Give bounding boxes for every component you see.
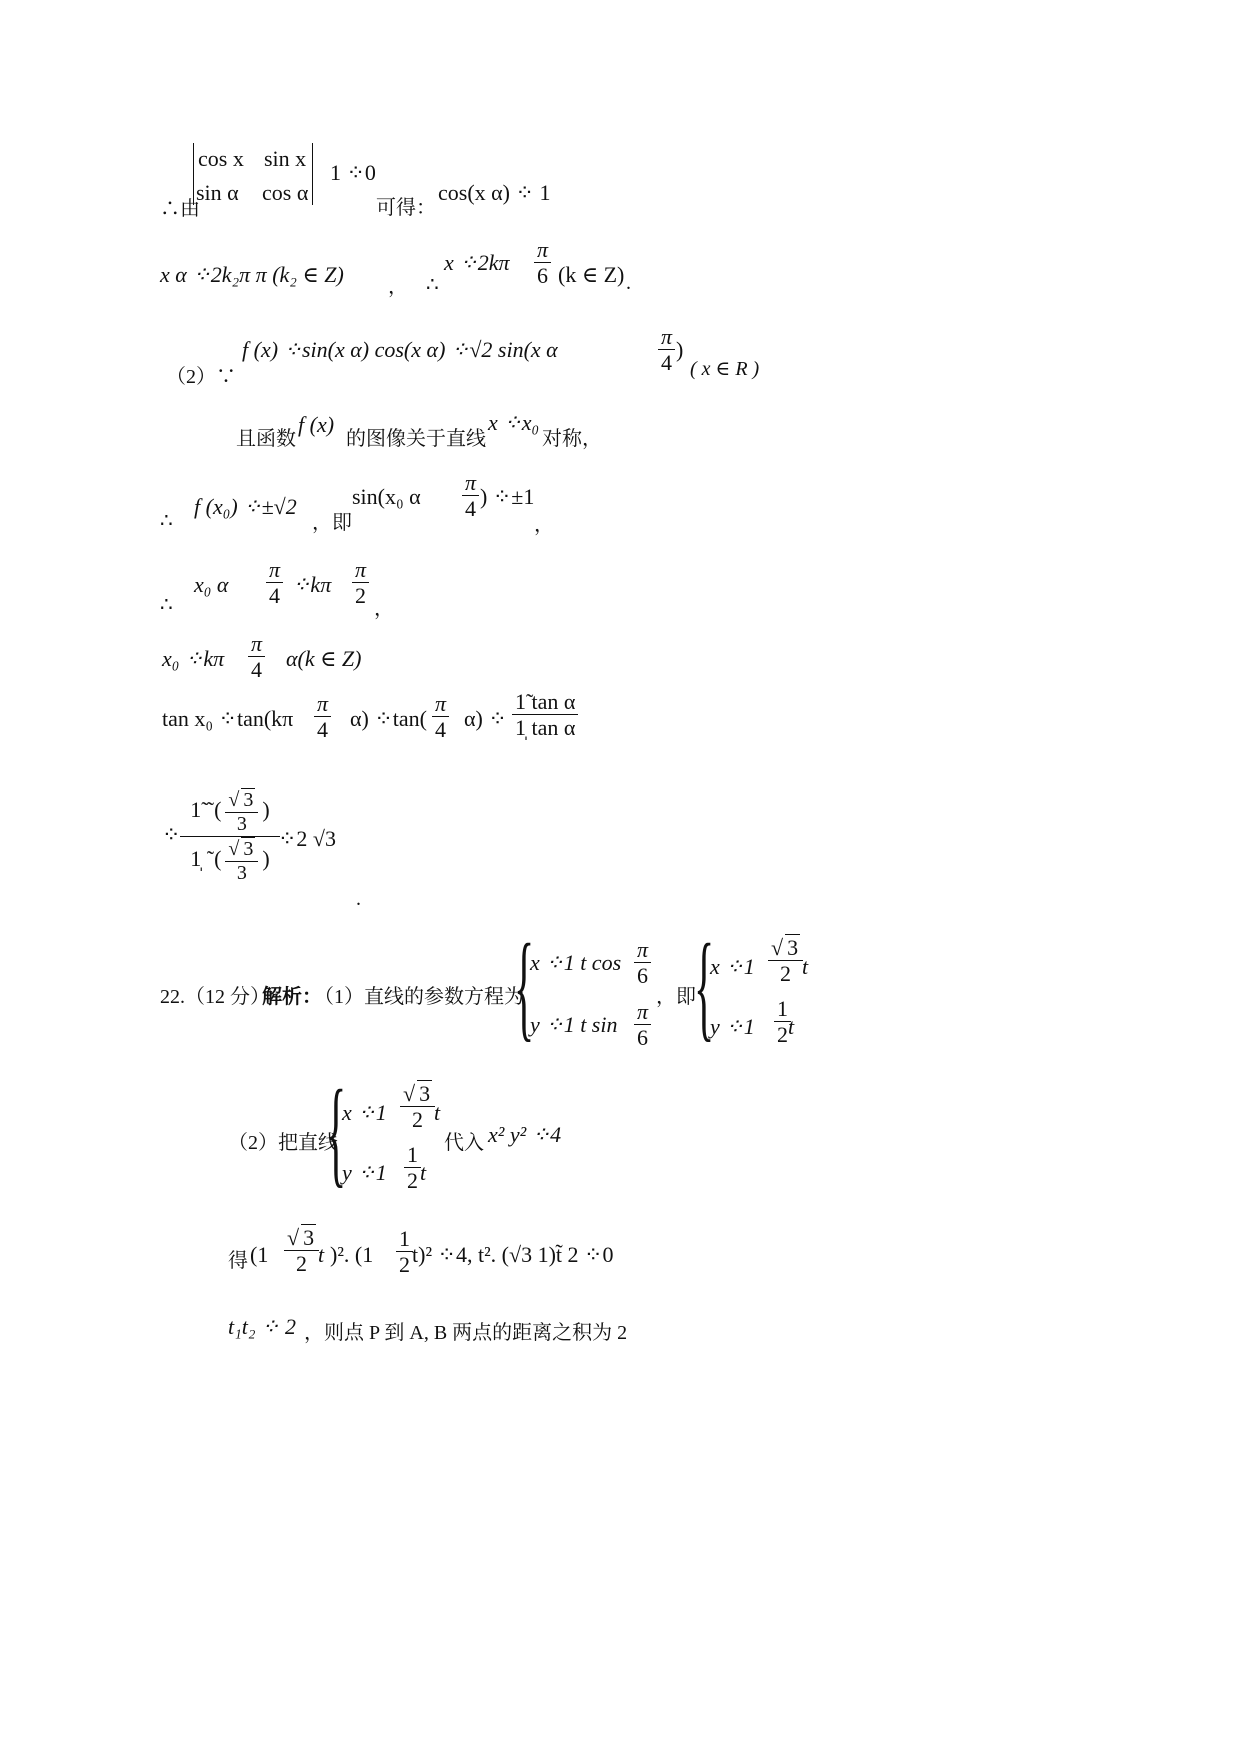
line7-rhs: α(k ∈ Z) xyxy=(286,646,362,671)
line4-text2: 的图像关于直线 xyxy=(346,428,486,450)
sys2-t1: t xyxy=(802,954,809,979)
line2-period: . xyxy=(626,272,631,294)
frac-den: 1̩ tan α xyxy=(515,715,576,741)
frac-den: 4 xyxy=(251,657,263,683)
line5-lhs: f (x₀) ⁘±√2 xyxy=(194,494,297,519)
frac-den: 2 xyxy=(777,1022,788,1048)
line3-expression: f (x) ⁘sin(x α) cos(x α) ⁘√2 sin(x α xyxy=(242,337,558,362)
frac-num: √ 3 xyxy=(400,1080,435,1107)
line9-eq: ⁘ xyxy=(162,822,181,847)
frac-den: 6 xyxy=(537,263,549,289)
line5-ji: ，即 xyxy=(312,512,352,534)
de-t: t xyxy=(318,1242,325,1267)
frac-den-prefix: 1̩ ˜( xyxy=(190,846,222,872)
three-den: 3 xyxy=(236,862,247,884)
line2-therefore: ∴ xyxy=(426,274,439,296)
line8-mid: α) ⁘tan( xyxy=(350,706,427,731)
line2-right-suffix: (k ∈ Z) xyxy=(558,262,625,287)
line4-fx: f (x) xyxy=(298,412,335,437)
sys1-row2: y ⁘1 t sin xyxy=(530,1012,618,1037)
sqrt3-num: √ 3 xyxy=(225,788,258,813)
line6-fraction1 xyxy=(262,557,287,609)
line2-left: x α ⁘2k₂π π (k₂ ∈ Z) xyxy=(160,262,344,287)
frac-den: 2 xyxy=(407,1168,418,1194)
frac-num: 1 xyxy=(396,1226,413,1252)
frac-num: π xyxy=(352,557,369,583)
sys2-row1: x ⁘1 xyxy=(710,954,755,979)
line8-big-fraction xyxy=(508,689,582,741)
frac-num: π xyxy=(266,557,283,583)
line2-comma: ， xyxy=(388,276,408,298)
line3-domain: ( x ∈ R ) xyxy=(690,358,760,380)
circle-equation: x² y² ⁘4 xyxy=(488,1122,562,1147)
last-text: ，则点 P 到 A, B 两点的距离之积为 2 xyxy=(304,1322,628,1344)
det-r2c2: cos α xyxy=(262,180,309,205)
part2-t1: t xyxy=(434,1100,441,1125)
line2-right-prefix: x ⁘2kπ xyxy=(444,250,510,275)
frac-den: 4 xyxy=(435,717,447,743)
part2-label: （2）∵ xyxy=(166,366,236,388)
line6-mid: ⁘kπ xyxy=(292,572,332,597)
sys1-row1: x ⁘1 t cos xyxy=(530,950,622,975)
substitute-text: 代入 xyxy=(444,1132,484,1154)
frac-num: π xyxy=(314,691,331,717)
sys2-row2: y ⁘1 xyxy=(710,1014,755,1039)
line5-rhs: ) ⁘±1 xyxy=(480,484,535,509)
line9-period: . xyxy=(356,888,361,910)
analysis-label: 解析： xyxy=(262,986,322,1008)
close-paren: ) xyxy=(262,797,270,823)
det-r1c2: sin x xyxy=(264,146,307,171)
frac-den: 4 xyxy=(317,717,329,743)
sys1-frac1 xyxy=(630,937,655,989)
line4-eq: x ⁘x₀ xyxy=(488,410,540,435)
frac-num: 1 xyxy=(774,996,791,1022)
frac-den: 2 xyxy=(412,1107,424,1133)
line8-fraction1 xyxy=(310,691,335,743)
de-text: 得 xyxy=(228,1250,248,1272)
line6-therefore: ∴ xyxy=(160,594,173,616)
frac-num: π xyxy=(432,691,449,717)
de-end: t)² ⁘4, t². (√3 1)t̃ 2 ⁘0 xyxy=(412,1242,614,1267)
part2-frac1 xyxy=(396,1080,439,1133)
line6-lhs: x₀ α xyxy=(194,572,229,597)
line4-text1: 且函数 xyxy=(236,428,296,450)
frac-den: 4 xyxy=(661,350,673,376)
de-mid: )². (1 xyxy=(330,1242,374,1267)
part2-sys-row2: y ⁘1 xyxy=(342,1160,387,1185)
frac-num: 1̃ tan α xyxy=(512,689,578,715)
close-paren: ) xyxy=(262,846,270,872)
result-expression: cos(x α) ⁘ 1 xyxy=(438,180,551,205)
frac-den: 6 xyxy=(637,963,649,989)
frac-den: 4 xyxy=(269,583,281,609)
line8-lhs: tan x₀ ⁘tan(kπ xyxy=(162,706,294,731)
can-get-text: 可得： xyxy=(376,197,436,219)
line6-comma: ， xyxy=(374,598,394,620)
frac-den: 4 xyxy=(465,496,477,522)
frac-num: π xyxy=(634,999,651,1025)
frac-num: π xyxy=(634,937,651,963)
frac-den: 2 xyxy=(399,1252,410,1278)
det-rhs: 1 ⁘0 xyxy=(330,160,376,185)
frac-num: √ 3 xyxy=(768,934,803,961)
line3-close: ) xyxy=(676,337,684,362)
frac-num xyxy=(180,788,280,837)
brace-1: { xyxy=(514,919,535,1052)
brace-3: { xyxy=(326,1065,347,1198)
line4-text3: 对称， xyxy=(542,428,602,450)
line9-fraction xyxy=(176,788,284,885)
sys2-frac1 xyxy=(764,934,807,987)
frac-den: 2 xyxy=(296,1251,308,1277)
last-expr: t₁t₂ ⁘ 2 xyxy=(228,1314,296,1339)
problem22-number: 22.（12 分） xyxy=(160,986,270,1008)
therefore-by-text: ∴由 xyxy=(160,198,200,220)
sys1-frac2 xyxy=(630,999,655,1051)
three-den: 3 xyxy=(236,813,247,835)
frac-den: 2 xyxy=(355,583,367,609)
line7-fraction xyxy=(244,631,269,683)
sys2-t2: t xyxy=(788,1014,795,1039)
part2-text: （2）把直线 xyxy=(228,1132,338,1154)
frac-num: π xyxy=(534,237,551,263)
det-r2c1: sin α xyxy=(196,180,239,205)
det-r1c1: cos x xyxy=(198,146,244,171)
brace-2: { xyxy=(694,919,715,1052)
frac-num: π xyxy=(462,470,479,496)
line6-fraction2 xyxy=(348,557,373,609)
frac-num: 1 xyxy=(404,1142,421,1168)
ji-text: ，即 xyxy=(656,986,696,1008)
line5-sin-part: sin(x₀ α xyxy=(352,484,421,509)
frac-num-prefix: 1̃ ˜( xyxy=(190,797,222,823)
de-frac1 xyxy=(280,1224,323,1277)
frac-den xyxy=(180,837,280,885)
line8-mid2: α) ⁘ xyxy=(464,706,507,731)
line9-rhs: ⁘2 √3 xyxy=(278,826,337,851)
frac-num: π xyxy=(658,324,675,350)
frac-num: √ 3 xyxy=(284,1224,319,1251)
part1-text: （1）直线的参数方程为 xyxy=(314,986,524,1008)
line5-therefore: ∴ xyxy=(160,510,173,532)
part2-t2: t xyxy=(420,1160,427,1185)
line7-lhs: x₀ ⁘kπ xyxy=(162,646,225,671)
line8-fraction2 xyxy=(428,691,453,743)
frac-den: 2 xyxy=(780,961,792,987)
line2-fraction xyxy=(530,237,555,289)
frac-den: 6 xyxy=(637,1025,649,1051)
frac-num: π xyxy=(248,631,265,657)
part2-sys-row1: x ⁘1 xyxy=(342,1100,387,1125)
de-expr1: (1 xyxy=(250,1242,269,1267)
sqrt3-num: √ 3 xyxy=(225,837,258,862)
line5-comma: ， xyxy=(534,514,554,536)
